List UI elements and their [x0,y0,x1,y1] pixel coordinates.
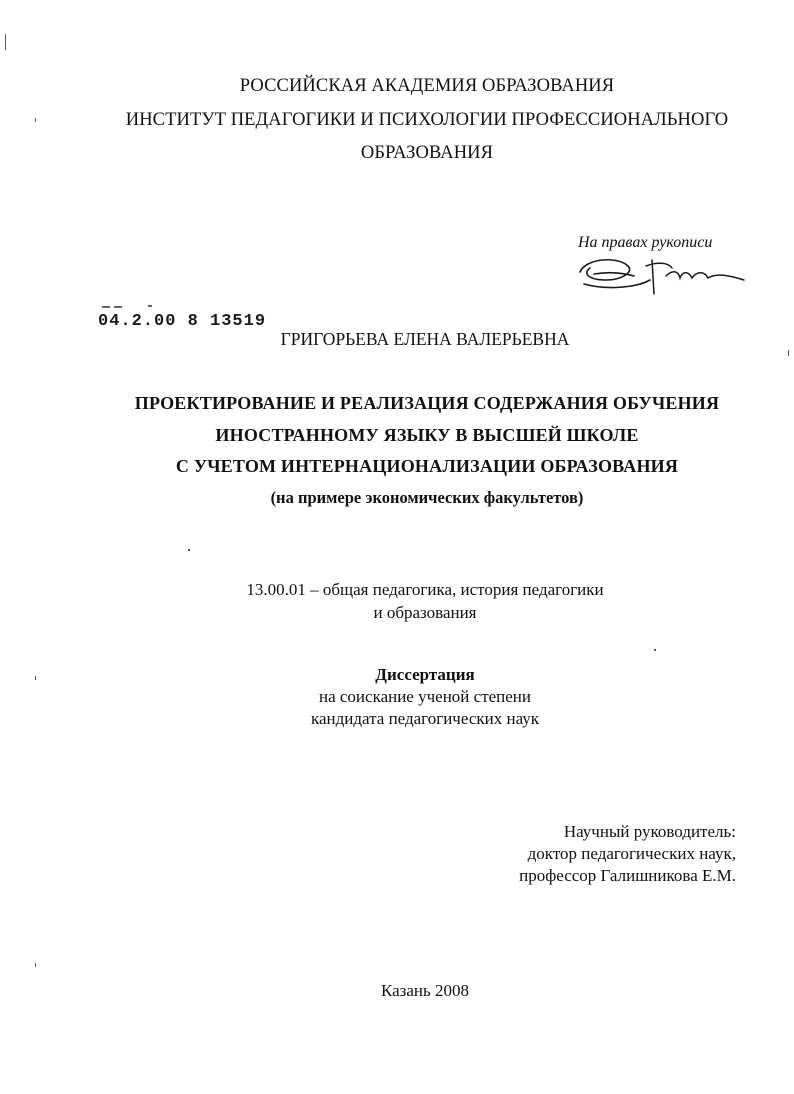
author-name: ГРИГОРЬЕВА ЕЛЕНА ВАЛЕРЬЕВНА [280,329,570,349]
scan-dot [654,649,656,651]
scan-artifact-right [788,350,789,356]
scan-dot [35,963,36,967]
supervisor-line-3: профессор Галишникова Е.М. [519,866,736,885]
dissertation-heading: Диссертация [375,665,475,684]
scan-dot [188,549,190,551]
title-line-3: С УЧЕТОМ ИНТЕРНАЦИОНАЛИЗАЦИИ ОБРАЗОВАНИЯ [175,456,679,476]
stamp-tick-marks [100,303,250,311]
supervisor-line-1: Научный руководитель: [563,822,736,841]
handwritten-signature [576,250,748,298]
dissertation-line-2: кандидата педагогических наук [310,709,540,728]
place-year: Казань 2008 [380,981,470,1000]
specialty-line-2: и образования [373,603,477,622]
scan-artifact-left [5,34,6,50]
manuscript-rights-note: На правах рукописи [578,234,713,251]
specialty-line-1: 13.00.01 – общая педагогика, история педагогики [246,580,604,599]
title-subtitle: (на примере экономических факультетов) [270,488,584,507]
title-line-2: ИНОСТРАННОМУ ЯЗЫКУ В ВЫСШЕЙ ШКОЛЕ [215,425,639,445]
header-line-3: ОБРАЗОВАНИЯ [360,143,494,163]
title-line-1: ПРОЕКТИРОВАНИЕ И РЕАЛИЗАЦИЯ СОДЕРЖАНИЯ ОБУЧЕНИЯ [134,393,720,413]
supervisor-line-2: доктор педагогических наук, [527,844,736,863]
registration-number: 04.2.00 8 13519 [98,312,267,331]
header-line-1: РОССИЙСКАЯ АКАДЕМИЯ ОБРАЗОВАНИЯ [239,76,615,96]
dissertation-line-1: на соискание ученой степени [318,687,532,706]
header-line-2: ИНСТИТУТ ПЕДАГОГИКИ И ПСИХОЛОГИИ ПРОФЕССИОНАЛЬНОГО [125,110,729,130]
